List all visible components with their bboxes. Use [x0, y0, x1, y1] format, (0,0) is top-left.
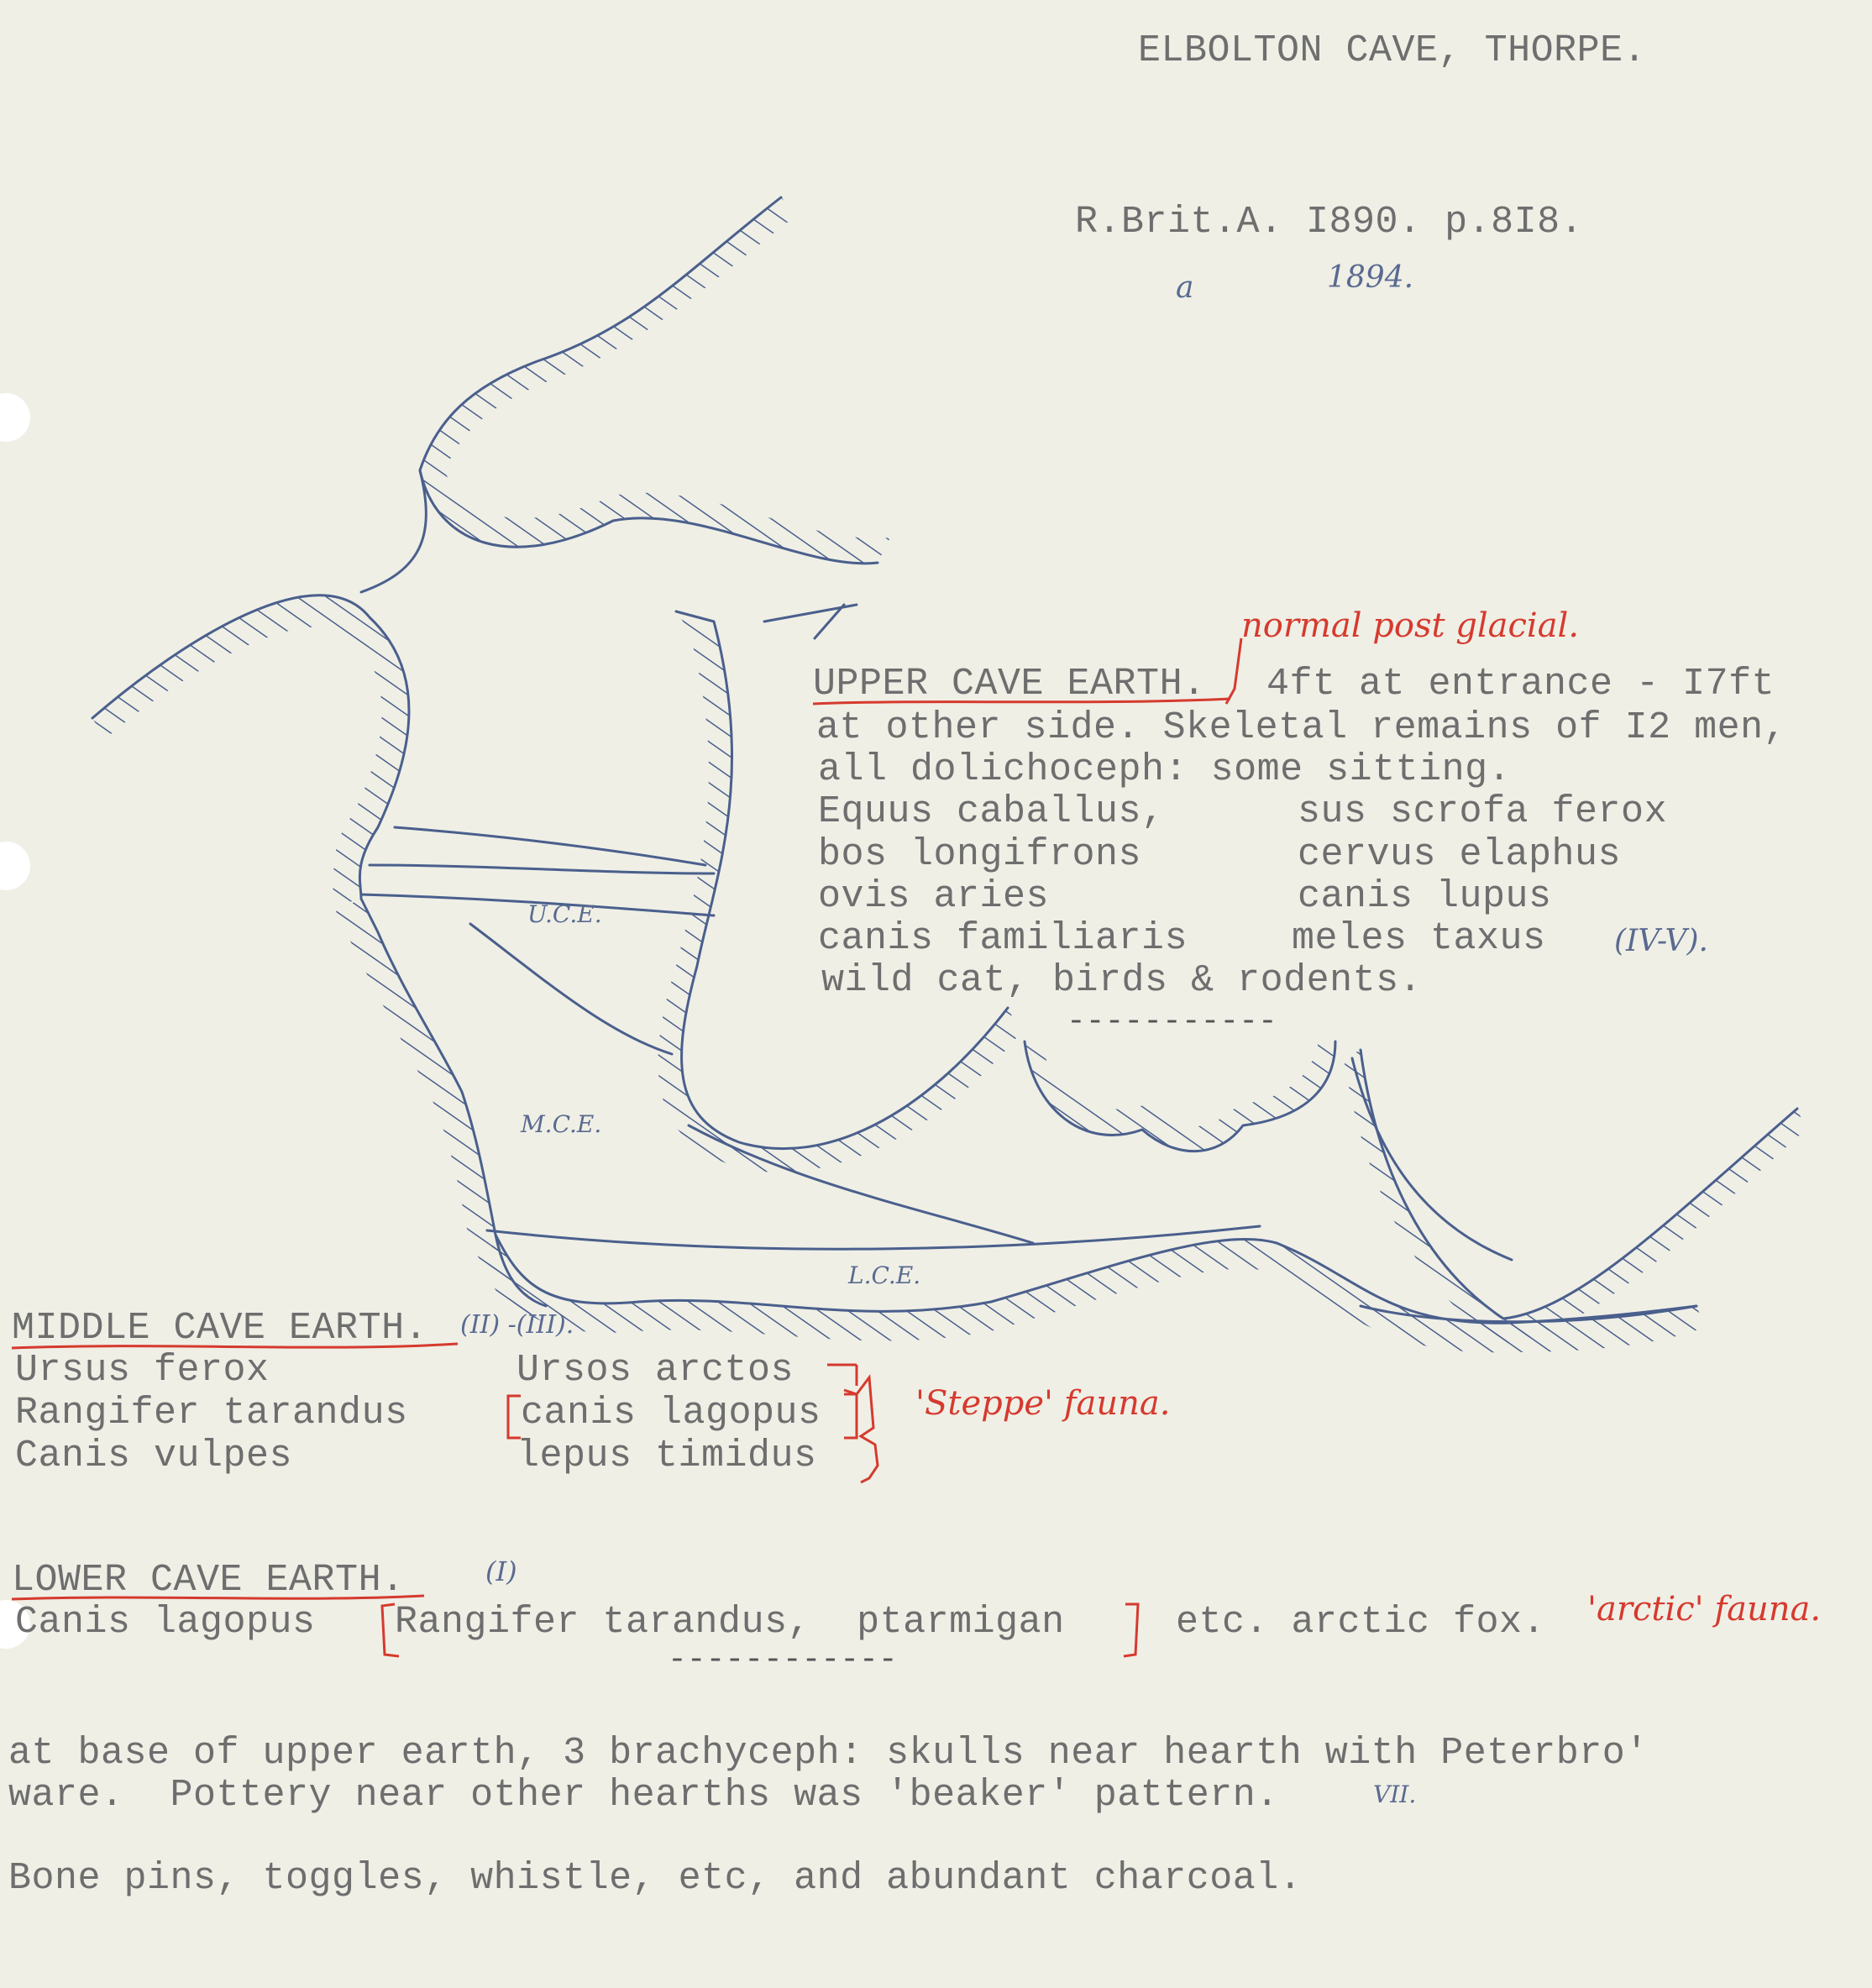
notes-line2: ware. Pottery near other hearths was 'beaker' pattern. [8, 1774, 1279, 1817]
middle-right-3: lepus timidus [517, 1435, 817, 1477]
upper-fauna-left-5: wild cat, birds & rodents. [821, 959, 1423, 1002]
upper-fauna-left-2: bos longifrons [818, 833, 1142, 876]
reference-note-a: a [1176, 270, 1194, 305]
lower-period: (I) [485, 1555, 517, 1587]
page-title: ELBOLTON CAVE, THORPE. [1138, 29, 1647, 72]
upper-annotation: normal post glacial. [1241, 606, 1580, 645]
reference-note-year: 1894. [1327, 260, 1414, 295]
upper-period: (IV-V). [1614, 924, 1708, 958]
middle-left-2: Rangifer tarandus [15, 1392, 408, 1435]
upper-fauna-right-4: meles taxus [1292, 917, 1546, 960]
lower-heading: LOWER CAVE EARTH. [12, 1559, 405, 1602]
upper-fauna-left-1: Equus caballus, [818, 790, 1165, 833]
upper-line3: all dolichoceph: some sitting. [818, 748, 1512, 791]
middle-right-1: Ursos arctos [517, 1349, 794, 1392]
upper-fauna-right-1: sus scrofa ferox [1298, 790, 1668, 833]
lower-annotation: 'arctic' fauna. [1587, 1590, 1822, 1629]
upper-fauna-left-4: canis familiaris [818, 917, 1188, 960]
notes-line1: at base of upper earth, 3 brachyceph: skulls near hearth with Peterbro' [8, 1732, 1649, 1775]
middle-period: (II) -(III). [460, 1310, 574, 1340]
lower-line-c: etc. arctic fox. [1176, 1601, 1546, 1644]
lower-line-b: Rangifer tarandus, ptarmigan [395, 1601, 1065, 1644]
middle-heading: MIDDLE CAVE EARTH. [12, 1307, 428, 1350]
middle-right-2: canis lagopus [521, 1392, 821, 1435]
lower-line-a: Canis lagopus [15, 1601, 316, 1644]
lower-rule: ------------ [668, 1642, 898, 1678]
upper-heading: UPPER CAVE EARTH. [813, 663, 1206, 706]
reference: R.Brit.A. I890. p.8I8. [1075, 201, 1584, 244]
notes-line3: Bone pins, toggles, whistle, etc, and abundant charcoal. [8, 1857, 1303, 1900]
label-mce: M.C.E. [521, 1110, 602, 1138]
upper-line2: at other side. Skeletal remains of I2 men, [816, 706, 1787, 749]
notes-line2-period: VII. [1373, 1781, 1417, 1808]
middle-left-1: Ursus ferox [15, 1349, 270, 1392]
label-lce: L.C.E. [848, 1262, 921, 1289]
middle-left-3: Canis vulpes [15, 1435, 293, 1477]
upper-rule: ----------- [1067, 1004, 1277, 1040]
middle-annotation: 'Steppe' fauna. [915, 1384, 1171, 1423]
upper-fauna-left-3: ovis aries [818, 875, 1050, 918]
label-uce: U.C.E. [527, 900, 602, 928]
upper-line1: 4ft at entrance - I7ft [1266, 663, 1775, 706]
upper-fauna-right-3: canis lupus [1298, 875, 1552, 918]
upper-fauna-right-2: cervus elaphus [1298, 833, 1622, 876]
